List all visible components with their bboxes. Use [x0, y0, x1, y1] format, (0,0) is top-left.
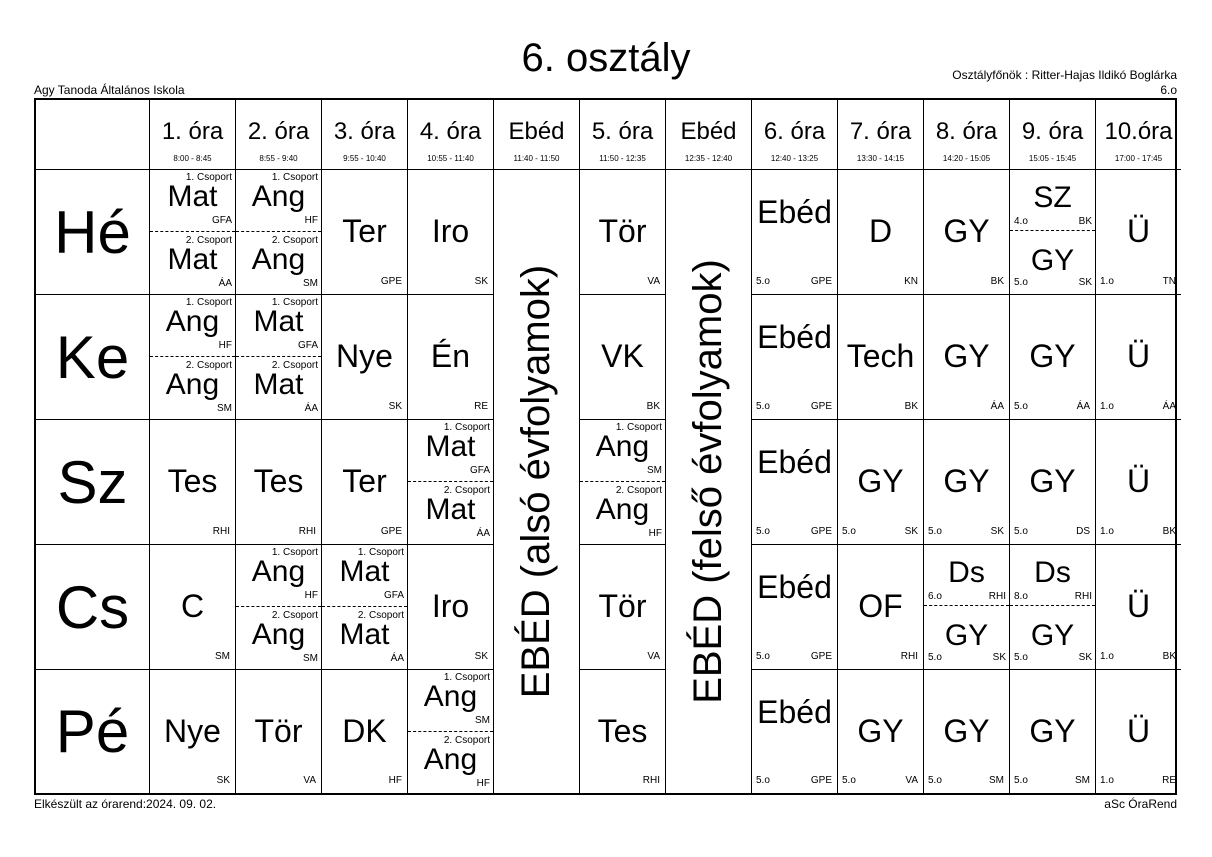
lesson-cell[interactable] [150, 420, 236, 545]
lesson-room: 5.o [756, 651, 770, 662]
group-teacher: GFA [297, 340, 318, 351]
class-code: 6.o [1160, 83, 1177, 97]
lesson-room: 1.o [1100, 651, 1114, 662]
group-teacher: HF [304, 590, 318, 601]
group-subject: Ang [251, 180, 306, 213]
lesson-cell[interactable] [580, 545, 666, 670]
lunch-break-cell [494, 170, 580, 793]
split-teacher: RHI [1074, 591, 1092, 602]
lesson-cell[interactable] [838, 420, 924, 545]
lesson-subject: Ter [342, 463, 387, 499]
lesson-teacher: SK [474, 651, 488, 662]
lesson-subject: VK [601, 338, 644, 374]
split-subject: GY [1030, 244, 1075, 277]
lesson-cell[interactable] [236, 420, 322, 545]
lesson-room: 5.o [756, 401, 770, 412]
split-room: 6.o [928, 591, 942, 602]
day-label: Sz [36, 420, 150, 545]
split-subject: Ds [1034, 556, 1071, 589]
column-time: 11:50 - 12:35 [599, 154, 646, 163]
lesson-subject: GY [857, 713, 904, 749]
split-room: 5.o [1014, 652, 1028, 663]
lesson-subject: C [180, 588, 205, 624]
column-time: 12:35 - 12:40 [684, 154, 733, 163]
group-teacher: HF [218, 340, 232, 351]
split-subject: SZ [1033, 181, 1072, 214]
lesson-room: 5.o [1014, 775, 1028, 786]
lesson-subject: Ebéd [757, 694, 832, 730]
lesson-cell[interactable] [150, 295, 236, 420]
group-label: 1. Csoport [185, 297, 232, 308]
school-name: Agy Tanoda Általános Iskola [34, 83, 185, 97]
group-teacher: ÁA [218, 278, 232, 289]
column-header [494, 100, 580, 170]
lesson-teacher: VA [303, 775, 316, 786]
group-teacher: SM [647, 465, 662, 476]
lesson-teacher: SK [388, 401, 402, 412]
lesson-cell[interactable] [236, 670, 322, 793]
day-label: Ke [36, 295, 150, 420]
class-teacher: Osztályfőnök : Ritter-Hajas Ildikó Boglárka [952, 68, 1177, 82]
lesson-cell[interactable] [408, 295, 494, 420]
column-label: Ebéd [680, 118, 737, 145]
group-label: 1. Csoport [443, 672, 490, 683]
group-divider [580, 481, 665, 482]
lesson-subject: Ter [342, 213, 387, 249]
column-time: 14:20 - 15:05 [942, 154, 991, 163]
group-teacher: GFA [469, 465, 490, 476]
lesson-subject: Tör [254, 713, 303, 749]
class-teacher-block [952, 68, 1177, 98]
lesson-teacher: BK [646, 401, 660, 412]
lesson-cell[interactable] [1010, 170, 1096, 295]
split-teacher: SK [1078, 277, 1092, 288]
lesson-teacher: BK [1162, 526, 1176, 537]
group-label: 1. Csoport [271, 172, 318, 183]
column-header [752, 100, 838, 170]
lunch-label: EBÉD (alsó évfolyamok) [514, 264, 559, 699]
column-time: 15:05 - 15:45 [1028, 154, 1077, 163]
lesson-teacher: SM [989, 775, 1004, 786]
lesson-room: 5.o [928, 775, 942, 786]
group-divider [236, 606, 321, 607]
group-subject: Ang [165, 305, 220, 338]
split-teacher: SK [1078, 652, 1092, 663]
lesson-room: 1.o [1100, 276, 1114, 287]
split-divider [1010, 605, 1095, 606]
day-label: Cs [36, 545, 150, 670]
column-label: 7. óra [849, 118, 912, 145]
lesson-subject: GY [943, 713, 990, 749]
lesson-subject: Tes [253, 463, 304, 499]
lesson-cell[interactable] [150, 670, 236, 793]
lesson-room: 5.o [1014, 401, 1028, 412]
lesson-teacher: RE [1162, 775, 1176, 786]
lesson-subject: Ü [1126, 588, 1151, 624]
timetable-grid [34, 98, 1177, 795]
group-teacher: SM [217, 403, 232, 414]
split-divider [1010, 230, 1095, 231]
group-subject: Ang [251, 618, 306, 651]
group-teacher: HF [648, 528, 662, 539]
lesson-room: 5.o [756, 775, 770, 786]
column-label: 10.óra [1104, 118, 1173, 145]
lesson-cell[interactable] [322, 420, 408, 545]
split-subject: GY [944, 619, 989, 652]
page-title: 6. osztály [521, 36, 691, 80]
lesson-subject: DK [342, 713, 387, 749]
lesson-teacher: VA [647, 276, 660, 287]
lesson-teacher: GPE [810, 401, 832, 412]
column-time: 8:55 - 9:40 [259, 154, 298, 163]
group-label: 1. Csoport [615, 422, 662, 433]
column-label: 2. óra [247, 118, 310, 145]
group-divider [408, 731, 493, 732]
lunch-duty-cell[interactable] [752, 670, 838, 793]
day-label: Pé [36, 670, 150, 793]
group-teacher: ÁA [390, 653, 404, 664]
lesson-room: 5.o [1014, 526, 1028, 537]
column-header [150, 100, 236, 170]
lesson-cell[interactable] [580, 170, 666, 295]
lesson-teacher: DS [1076, 526, 1090, 537]
lesson-subject: GY [857, 463, 904, 499]
group-label: 1. Csoport [271, 297, 318, 308]
lunch-duty-cell[interactable] [752, 420, 838, 545]
group-label: 2. Csoport [271, 610, 318, 621]
software-credit: aSc ÓraRend [1104, 797, 1177, 811]
lesson-cell[interactable] [924, 420, 1010, 545]
lesson-teacher: GPE [810, 526, 832, 537]
lesson-subject: Ebéd [757, 319, 832, 355]
column-label: 4. óra [419, 118, 482, 145]
lesson-subject: OF [858, 588, 903, 624]
lesson-subject: Ebéd [757, 444, 832, 480]
lesson-cell[interactable] [838, 295, 924, 420]
lesson-teacher: SM [1075, 775, 1090, 786]
lesson-teacher: RHI [900, 651, 918, 662]
lesson-cell[interactable] [150, 170, 236, 295]
column-header [236, 100, 322, 170]
lesson-cell[interactable] [838, 170, 924, 295]
column-time: 12:40 - 13:25 [770, 154, 819, 163]
lesson-cell[interactable] [924, 295, 1010, 420]
group-subject: Mat [425, 493, 476, 526]
split-room: 5.o [1014, 277, 1028, 288]
lesson-teacher: TN [1162, 276, 1176, 287]
lesson-cell[interactable] [408, 170, 494, 295]
lesson-subject: GY [943, 213, 990, 249]
lesson-cell[interactable] [322, 170, 408, 295]
lesson-cell[interactable] [1096, 670, 1181, 793]
lesson-cell[interactable] [924, 670, 1010, 793]
lesson-teacher: BK [1162, 651, 1176, 662]
lunch-duty-cell[interactable] [752, 545, 838, 670]
lesson-subject: Ü [1126, 213, 1151, 249]
group-subject: Ang [595, 493, 650, 526]
group-label: 2. Csoport [185, 235, 232, 246]
column-time: 13:30 - 14:15 [856, 154, 905, 163]
lesson-cell[interactable] [1096, 170, 1181, 295]
lesson-subject: GY [943, 338, 990, 374]
lesson-room: 5.o [756, 276, 770, 287]
lesson-room: 1.o [1100, 401, 1114, 412]
column-time: 9:55 - 10:40 [343, 154, 386, 163]
group-teacher: ÁA [304, 403, 318, 414]
group-teacher: SM [303, 278, 318, 289]
group-subject: Ang [423, 680, 478, 713]
split-room: 4.o [1014, 216, 1028, 227]
lunch-duty-cell[interactable] [752, 295, 838, 420]
lesson-teacher: GPE [810, 775, 832, 786]
group-teacher: ÁA [476, 528, 490, 539]
lesson-cell[interactable] [1096, 295, 1181, 420]
lesson-teacher: HF [388, 775, 402, 786]
lesson-room: 1.o [1100, 775, 1114, 786]
group-divider [150, 231, 235, 232]
created-date: Elkészült az órarend:2024. 09. 02. [34, 797, 217, 811]
day-label: Hé [36, 170, 150, 295]
lesson-teacher: SM [215, 651, 230, 662]
group-label: 2. Csoport [271, 235, 318, 246]
group-teacher: HF [476, 778, 490, 789]
group-subject: Mat [425, 430, 476, 463]
lesson-subject: Nye [164, 713, 221, 749]
group-label: 1. Csoport [443, 422, 490, 433]
group-teacher: HF [304, 215, 318, 226]
lesson-room: 5.o [928, 526, 942, 537]
split-teacher: SK [992, 652, 1006, 663]
lesson-teacher: KN [904, 276, 918, 287]
lunch-duty-cell[interactable] [752, 170, 838, 295]
lesson-subject: Tör [598, 588, 647, 624]
group-label: 2. Csoport [185, 360, 232, 371]
lesson-cell[interactable] [408, 420, 494, 545]
lesson-cell[interactable] [322, 295, 408, 420]
group-label: 2. Csoport [443, 735, 490, 746]
column-time: 17:00 - 17:45 [1114, 154, 1163, 163]
group-label: 2. Csoport [615, 485, 662, 496]
group-subject: Mat [253, 368, 304, 401]
lesson-cell[interactable] [1096, 420, 1181, 545]
lesson-room: 5.o [842, 775, 856, 786]
split-subject: GY [1030, 619, 1075, 652]
lesson-teacher: GPE [810, 651, 832, 662]
lesson-subject: Én [430, 338, 471, 374]
lunch-break-cell [666, 170, 752, 793]
lesson-cell[interactable] [924, 170, 1010, 295]
lesson-cell[interactable] [322, 545, 408, 670]
group-subject: Ang [165, 368, 220, 401]
group-label: 2. Csoport [271, 360, 318, 371]
lesson-subject: Tech [846, 338, 915, 374]
lesson-subject: Ebéd [757, 194, 832, 230]
lesson-subject: Iro [431, 588, 470, 624]
lesson-cell[interactable] [236, 295, 322, 420]
lesson-room: 1.o [1100, 526, 1114, 537]
lesson-teacher: RE [474, 401, 488, 412]
lesson-room: 5.o [842, 526, 856, 537]
lesson-cell[interactable] [322, 670, 408, 793]
group-label: 2. Csoport [443, 485, 490, 496]
lesson-subject: Ebéd [757, 569, 832, 605]
column-header [924, 100, 1010, 170]
lesson-cell[interactable] [1096, 545, 1181, 670]
group-subject: Ang [251, 555, 306, 588]
lesson-cell[interactable] [236, 545, 322, 670]
lesson-teacher: VA [905, 775, 918, 786]
lesson-teacher: GPE [380, 276, 402, 287]
split-teacher: BK [1078, 216, 1092, 227]
lesson-teacher: RHI [642, 775, 660, 786]
lesson-teacher: BK [904, 401, 918, 412]
lesson-cell[interactable] [236, 170, 322, 295]
lesson-subject: Iro [431, 213, 470, 249]
column-time: 11:40 - 11:50 [513, 154, 560, 163]
lesson-cell[interactable] [1010, 545, 1096, 670]
lesson-subject: Ü [1126, 713, 1151, 749]
lesson-subject: GY [1029, 713, 1076, 749]
group-divider [236, 231, 321, 232]
lesson-subject: Tes [597, 713, 648, 749]
lesson-cell[interactable] [408, 670, 494, 793]
column-label: Ebéd [508, 118, 565, 145]
column-header [580, 100, 666, 170]
column-label: 8. óra [935, 118, 998, 145]
group-teacher: GFA [211, 215, 232, 226]
group-label: 1. Csoport [271, 547, 318, 558]
lesson-subject: Ü [1126, 463, 1151, 499]
corner-cell [36, 100, 150, 170]
lesson-teacher: GPE [380, 526, 402, 537]
split-room: 8.o [1014, 591, 1028, 602]
lesson-cell[interactable] [1010, 295, 1096, 420]
lesson-teacher: GPE [810, 276, 832, 287]
lesson-subject: Tes [167, 463, 218, 499]
column-header [322, 100, 408, 170]
lesson-subject: Ü [1126, 338, 1151, 374]
column-time: 10:55 - 11:40 [427, 154, 474, 163]
lesson-cell[interactable] [408, 545, 494, 670]
lesson-teacher: RHI [298, 526, 316, 537]
lesson-teacher: SK [990, 526, 1004, 537]
lesson-subject: D [868, 213, 893, 249]
group-teacher: GFA [383, 590, 404, 601]
group-subject: Mat [339, 555, 390, 588]
group-subject: Mat [339, 618, 390, 651]
column-label: 3. óra [333, 118, 396, 145]
lesson-subject: GY [1029, 338, 1076, 374]
lesson-teacher: VA [647, 651, 660, 662]
lesson-room: 5.o [756, 526, 770, 537]
lesson-cell[interactable] [150, 545, 236, 670]
group-subject: Mat [167, 243, 218, 276]
split-divider [924, 605, 1009, 606]
lesson-subject: Nye [336, 338, 393, 374]
group-label: 2. Csoport [357, 610, 404, 621]
group-divider [408, 481, 493, 482]
lesson-cell[interactable] [924, 545, 1010, 670]
lesson-subject: GY [1029, 463, 1076, 499]
group-label: 1. Csoport [185, 172, 232, 183]
lesson-teacher: SK [904, 526, 918, 537]
column-header [1096, 100, 1181, 170]
column-time: 8:00 - 8:45 [173, 154, 212, 163]
group-label: 1. Csoport [357, 547, 404, 558]
lesson-teacher: SK [216, 775, 230, 786]
lesson-teacher: SK [474, 276, 488, 287]
lesson-subject: GY [943, 463, 990, 499]
group-subject: Ang [423, 743, 478, 776]
column-header [666, 100, 752, 170]
group-divider [236, 356, 321, 357]
group-subject: Ang [251, 243, 306, 276]
lesson-cell[interactable] [838, 545, 924, 670]
lesson-teacher: RHI [212, 526, 230, 537]
column-label: 1. óra [161, 118, 224, 145]
lesson-teacher: ÁA [1076, 401, 1090, 412]
column-label: 9. óra [1021, 118, 1084, 145]
group-divider [322, 606, 407, 607]
lesson-cell[interactable] [580, 670, 666, 793]
group-subject: Ang [595, 430, 650, 463]
split-room: 5.o [928, 652, 942, 663]
lesson-cell[interactable] [580, 295, 666, 420]
lesson-cell[interactable] [1010, 670, 1096, 793]
lunch-label: EBÉD (felső évfolyamok) [686, 259, 730, 704]
split-subject: Ds [948, 556, 985, 589]
lesson-cell[interactable] [580, 420, 666, 545]
group-subject: Mat [167, 180, 218, 213]
lesson-cell[interactable] [838, 670, 924, 793]
lesson-teacher: ÁA [1162, 401, 1176, 412]
split-teacher: RHI [988, 591, 1006, 602]
lesson-cell[interactable] [1010, 420, 1096, 545]
lesson-teacher: ÁA [990, 401, 1004, 412]
lesson-subject: Tör [598, 213, 647, 249]
group-teacher: SM [303, 653, 318, 664]
group-teacher: SM [475, 715, 490, 726]
column-header [838, 100, 924, 170]
column-header [1010, 100, 1096, 170]
column-label: 6. óra [763, 118, 826, 145]
group-divider [150, 356, 235, 357]
lesson-teacher: BK [990, 276, 1004, 287]
group-subject: Mat [253, 305, 304, 338]
column-label: 5. óra [591, 118, 654, 145]
column-header [408, 100, 494, 170]
